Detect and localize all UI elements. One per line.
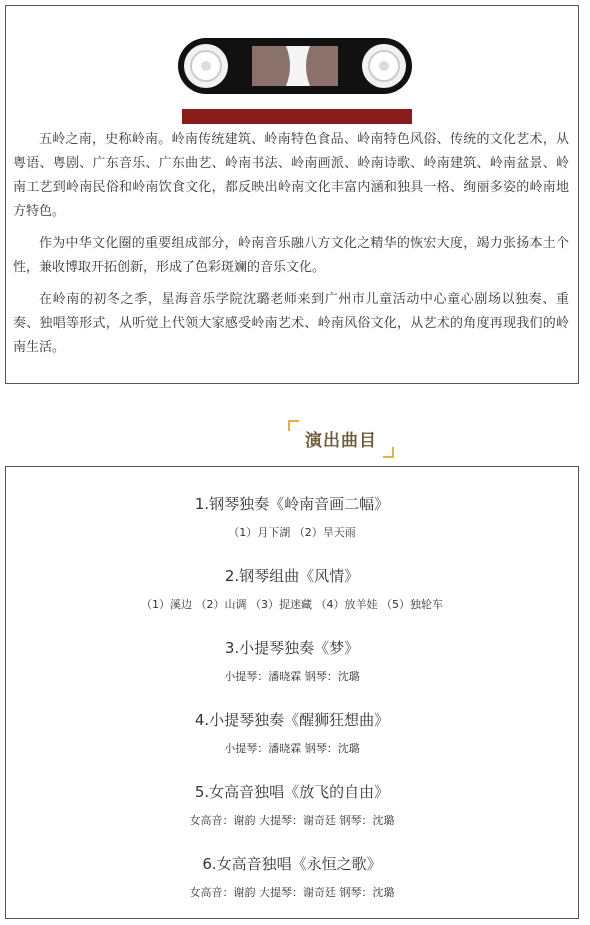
piece-detail: 小提琴：潘晓霖 钢琴：沈璐 xyxy=(224,742,360,755)
intro-text xyxy=(13,128,569,368)
program-item xyxy=(6,635,578,707)
piece-detail: （1）溪边 （2）山调 （3）捉迷藏 （4）放羊娃 （5）独轮车 xyxy=(141,598,443,611)
program-list xyxy=(6,491,578,923)
intro-paragraph: 五岭之南，史称岭南。岭南传统建筑、岭南特色食品、岭南特色风俗、传统的文化艺术，从粤语、粤剧、广东音乐、广东曲艺、岭南书法、岭南画派、岭南诗歌、岭南建筑、岭南盆景、岭南工艺到岭南民俗和岭南饮食文化，都反映出岭南文化丰富内涵和独具一格、绚丽多姿的岭南地方特色。 xyxy=(13,132,569,219)
piece-detail: 女高音：谢韵 大提琴：谢奇廷 钢琴：沈璐 xyxy=(189,886,395,899)
piece-detail: （1）月下湖 （2）旱天雨 xyxy=(228,526,356,539)
program-item xyxy=(6,563,578,635)
program-box xyxy=(5,466,579,919)
section-title: 演出曲目 xyxy=(305,431,377,451)
section-heading xyxy=(288,420,394,458)
cassette-tape-icon xyxy=(176,36,414,96)
program-item xyxy=(6,851,578,923)
program-item xyxy=(6,491,578,563)
program-item xyxy=(6,707,578,779)
piece-title: 2.钢琴组曲《风情》 xyxy=(224,567,360,585)
piece-detail: 小提琴：潘晓霖 钢琴：沈璐 xyxy=(224,670,360,683)
piece-title: 1.钢琴独奏《岭南音画二幅》 xyxy=(194,495,390,513)
intro-paragraph: 作为中华文化圈的重要组成部分，岭南音乐融八方文化之精华的恢宏大度，竭力张扬本土个性，兼收博取开拓创新，形成了色彩斑斓的音乐文化。 xyxy=(13,236,569,275)
accent-bar xyxy=(182,109,412,124)
program-item xyxy=(6,779,578,851)
piece-title: 3.小提琴独奏《梦》 xyxy=(224,639,360,657)
piece-title: 6.女高音独唱《永恒之歌》 xyxy=(202,855,382,873)
piece-title: 4.小提琴独奏《醒狮狂想曲》 xyxy=(194,711,390,729)
piece-title: 5.女高音独唱《放飞的自由》 xyxy=(194,783,390,801)
intro-paragraph: 在岭南的初冬之季，星海音乐学院沈璐老师来到广州市儿童活动中心童心剧场以独奏、重奏、独唱等形式，从听觉上代领大家感受岭南艺术、岭南风俗文化，从艺术的角度再现我们的岭南生活。 xyxy=(13,292,569,355)
piece-detail: 女高音：谢韵 大提琴：谢奇廷 钢琴：沈璐 xyxy=(189,814,395,827)
